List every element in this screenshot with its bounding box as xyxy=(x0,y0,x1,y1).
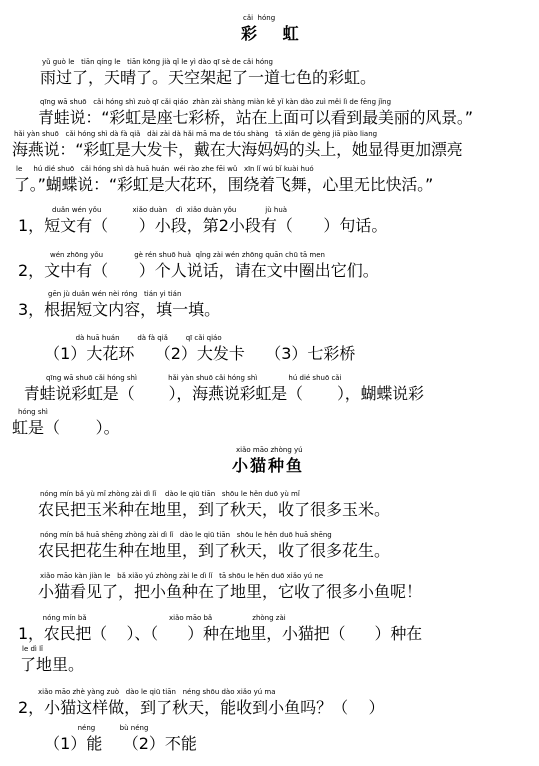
poem2-line-2 xyxy=(0,531,539,567)
poem1-line-1-text: 雨过了，天晴了。天空架起了一道七色的彩虹。 xyxy=(40,68,377,87)
poem2-line-1 xyxy=(0,490,539,526)
poem1-line-4 xyxy=(0,165,539,201)
poem1-title-text: 彩 虹 xyxy=(241,24,309,43)
options2-pinyin: néng bù néng xyxy=(62,724,149,732)
poem2-line-2-text: 农民把花生种在地里，到了秋天，收了很多花生。 xyxy=(38,541,391,560)
question1-3-text: 3，根据短文内容，填一填。 xyxy=(18,300,221,319)
poem1-title xyxy=(0,14,539,50)
poem2-line-3-text: 小猫看见了，把小鱼种在了地里，它收了很多小鱼呢！ xyxy=(38,582,423,601)
question2-1-pinyin: nóng mín bǎ xiǎo māo bǎ zhòng zài xyxy=(36,614,286,622)
question1-2-text: 2，文中有（ ）个人说话，请在文中圈出它们。 xyxy=(18,261,379,280)
options2-text: （1）能 （2）不能 xyxy=(34,734,197,753)
options1 xyxy=(0,334,539,370)
poem1-line-3-pinyin: hǎi yàn shuō cǎi hóng shì dà fà qiǎ dài zài dà hǎi mā ma de tóu shàng tā xiǎn de gèng jiā piào liang xyxy=(14,130,378,138)
question1-2-pinyin: wén zhōng yǒu gè rén shuō huà qǐng zài wén zhōng quān chū tā men xyxy=(50,251,325,259)
poem2-line-3 xyxy=(0,572,539,608)
poem1-line-2-text: 青蛙说：“彩虹是座七彩桥，站在上面可以看到最美丽的风景。” xyxy=(38,108,473,127)
question1-2 xyxy=(0,251,539,287)
options1-pinyin: dà huā huán dà fà qiǎ qī cǎi qiáo xyxy=(60,334,222,342)
poem1-title-pinyin: cǎi hóng xyxy=(243,14,276,22)
poem2-line-1-text: 农民把玉米种在地里，到了秋天，收了很多玉米。 xyxy=(38,500,391,519)
poem1-line-3-text: 海燕说：“彩虹是大发卡，戴在大海妈妈的头上，她显得更加漂亮 xyxy=(12,140,463,159)
poem1-line-2 xyxy=(0,98,539,134)
poem2-line-3-pinyin: xiǎo māo kàn jiàn le bǎ xiǎo yú zhòng zài le dì lǐ tā shōu le hěn duō xiǎo yú ne xyxy=(40,572,324,580)
poem1-line-2-pinyin: qīng wā shuō cǎi hóng shì zuò qī cǎi qiáo zhàn zài shàng miàn kě yǐ kàn dào zuì měi lì de fēng jǐng xyxy=(40,98,392,106)
question1-1 xyxy=(0,206,539,242)
question2-2-text: 2，小猫这样做，到了秋天，能收到小鱼吗？（ ） xyxy=(18,698,385,717)
options2 xyxy=(0,724,539,760)
question1-1-text: 1，短文有（ ）小段，第2小段有（ ）句话。 xyxy=(18,216,388,235)
poem1-line-4-text: 了。”蝴蝶说：“彩虹是大花环，围绕着飞舞，心里无比快活。” xyxy=(14,175,434,194)
poem2-title xyxy=(0,446,539,482)
poem1-line-1-pinyin: yǔ guò le tiān qíng le tiān kōng jià qǐ le yì dào qī sè de cǎi hóng xyxy=(42,58,273,66)
fill1-line-2 xyxy=(0,408,539,444)
fill1-line-2-text: 虹是（ ）。 xyxy=(12,418,120,437)
fill1-line-2-pinyin: hóng shì xyxy=(18,408,48,416)
poem1-line-1 xyxy=(0,58,539,94)
poem1-line-4-pinyin: le hú dié shuō cǎi hóng shì dà huā huán wéi rào zhe fēi wǔ xīn lǐ wú bǐ kuài huó xyxy=(16,165,314,173)
poem2-line-2-pinyin: nóng mín bǎ huā shēng zhòng zài dì lǐ dào le qiū tiān shōu le hěn duō huā shēng xyxy=(40,531,332,539)
question2-2-pinyin: xiǎo māo zhè yàng zuò dào le qiū tiān néng shōu dào xiǎo yú ma xyxy=(38,688,276,696)
poem2-line-1-pinyin: nóng mín bǎ yù mǐ zhòng zài dì lǐ dào le qiū tiān shōu le hěn duō yù mǐ xyxy=(40,490,300,498)
question2-2 xyxy=(0,688,539,724)
fill1-line-1-pinyin: qīng wā shuō cǎi hóng shì hǎi yàn shuō cǎi hóng shì hú dié shuō cǎi xyxy=(46,374,342,382)
question1-3-pinyin: gēn jù duǎn wén nèi róng tián yi tián xyxy=(48,290,182,298)
question2-1-cont xyxy=(0,645,539,681)
question2-1-cont-text: 了地里。 xyxy=(20,655,85,674)
question2-1-text: 1，农民把（ ）、（ ）种在地里，小猫把（ ）种在 xyxy=(18,624,422,643)
question1-1-pinyin: duǎn wén yǒu xiǎo duàn dì xiǎo duàn yǒu jù huà xyxy=(52,206,288,214)
poem1-line-3 xyxy=(0,130,539,166)
options1-text: （1）大花环 （2）大发卡 （3）七彩桥 xyxy=(34,344,356,363)
poem2-title-pinyin: xiǎo māo zhòng yú xyxy=(236,446,303,454)
question1-3 xyxy=(0,290,539,326)
fill1-line-1 xyxy=(0,374,539,410)
question2-1-cont-pinyin: le dì lǐ xyxy=(22,645,43,653)
fill1-line-1-text: 青蛙说彩虹是（ ），海燕说彩虹是（ ），蝴蝶说彩 xyxy=(14,384,424,403)
poem2-title-text: 小猫种鱼 xyxy=(232,456,305,475)
